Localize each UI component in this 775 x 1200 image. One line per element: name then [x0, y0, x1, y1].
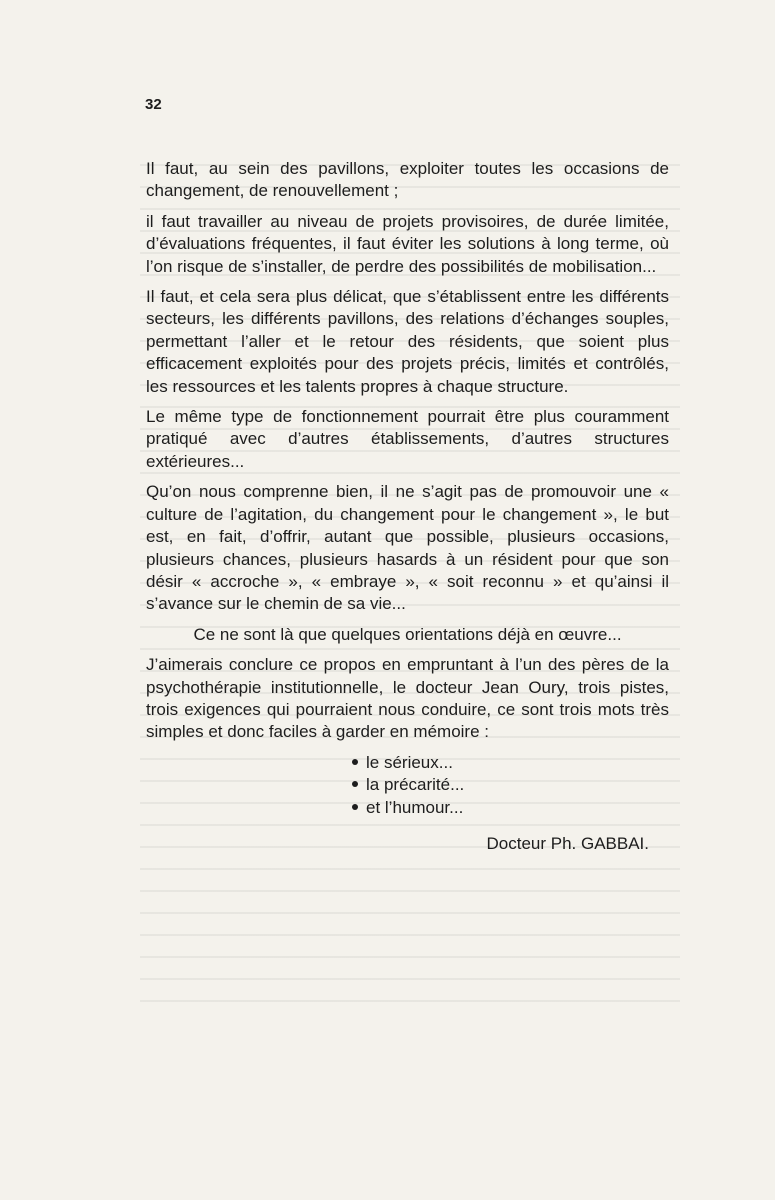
paragraph-1: Il faut, au sein des pavillons, exploiter toutes les occasions de changement, de renouvellement ;: [146, 159, 669, 201]
paragraph-7: J’aimerais conclure ce propos en empruntant à l’un des pères de la psychothérapie institutionnelle, le docteur Jean Oury, trois pistes, trois exigences qui pourraient nous conduire, ce sont trois mots très simples et donc faciles à garder en mémoire :: [146, 655, 669, 742]
bullet-item-precarite: la précarité...: [352, 774, 669, 796]
paragraph-6: Ce ne sont là que quelques orientations déjà en œuvre...: [193, 624, 622, 644]
page-number: 32: [145, 96, 162, 113]
paragraph-2: il faut travailler au niveau de projets provisoires, de durée limitée, d’évaluations fréquentes, il faut éviter les solutions à long terme, où l’on risque de s’installer, de perdre des possibilités de mobilisation...: [146, 211, 669, 276]
bullet-item-humour: et l’humour...: [352, 797, 669, 819]
paragraph-5: Qu’on nous comprenne bien, il ne s’agit pas de promouvoir une « culture de l’agitation, du changement pour le changement », le but est, en fait, d’offrir, autant que possible, plusieurs occasions, plusieurs chances, plusieurs hasards à un résident pour que son désir « accroche », « embraye », « soit reconnu » et qu’ainsi il s’avance sur le chemin de sa vie...: [146, 482, 669, 614]
paragraph-4: Le même type de fonctionnement pourrait être plus couramment pratiqué avec d’autres établissements, d’autres structures extérieures...: [146, 407, 669, 471]
body-text: [146, 158, 669, 855]
bullet-item-serieux: le sérieux...: [352, 752, 669, 774]
paragraph-3: Il faut, et cela sera plus délicat, que s’établissent entre les différents secteurs, les différents pavillons, des relations d’échanges souples, permettant l’aller et le retour des résidents, que soient plus efficacement exploités pour des projets précis, limités et contrôlés, les ressources et les talents propres à chaque structure.: [146, 287, 669, 396]
bullet-list: [146, 752, 669, 819]
signature: Docteur Ph. GABBAI.: [486, 833, 649, 853]
